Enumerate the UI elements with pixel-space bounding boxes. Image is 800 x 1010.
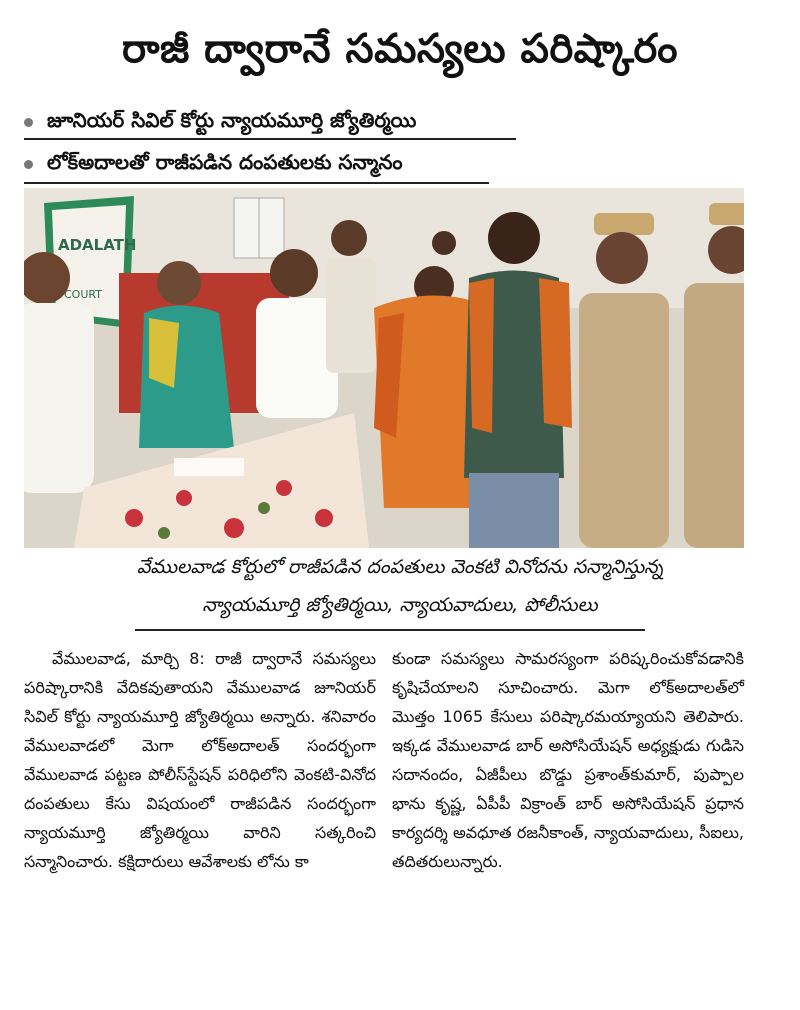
bullet-dot-icon [24,160,33,169]
next-headline-cut [0,988,800,1010]
bullet-text-1: జూనియర్ సివిల్ కోర్టు న్యాయమూర్తి జ్యోతిర్మయి [47,108,417,132]
news-photo [24,188,744,548]
article-column-right: కుండా సమస్యలు సామరస్యంగా పరిష్కరించుకోవడానికి కృషిచేయాలని సూచించారు. మెగా లోక్‌అదాలత్‌లో మొత్తం 1065 కేసులు పరిష్కారమయ్యాయని తెలిపారు. ఇక్కడ వేములవాడ బార్ అసోసియేషన్ అధ్యక్షుడు గుడిసె సదానందం, ఏజీపీలు బొడ్డు ప్రశాంత్‌కుమార్, పుప్పాల భాను కృష్ణ, ఏపీపీ విక్రాంత్ బార్ అసోసియేషన్ ప్రధాన కార్యదర్శి అవధూత రజనీకాంత్, న్యాయవాదులు, సీఐలు, తదితరులున్నారు. [392,649,744,871]
bullet-text-2: లోక్‌అదాలతో రాజీపడిన దంపతులకు సన్మానం [47,150,403,174]
photo-caption-line-2: న్యాయమూర్తి జ్యోతిర్మయి, న్యాయవాదులు, పోలీసులు [202,594,598,616]
caption-underline [135,629,645,631]
bullet-dot-icon [24,118,33,127]
banner-text: ADALATH [58,236,137,254]
bullet-underline-2 [24,182,489,184]
headline: రాజీ ద్వారానే సమస్యలు పరిష్కారం [121,26,679,72]
article-column-left: వేములవాడ, మార్చి 8: రాజీ ద్వారానే సమస్యలు పరిష్కారానికి వేదికవుతాయని వేములవాడ జూనియర్ సివిల్ కోర్టు న్యాయమూర్తి జ్యోతిర్మయి అన్నారు. శనివారం వేములవాడలో మెగా లోక్‌అదాలత్ సందర్భంగా వేములవాడ పట్టణ పోలీస్‌స్టేషన్ పరిధిలోని వెంకటి-వినోద దంపతులు కేసు విషయంలో రాజీపడిన సందర్భంగా న్యాయమూర్తి జ్యోతిర్మయి వారిని సత్కరించి సన్మానించారు. కక్షిదారులు ఆవేశాలకు లోను కా [24,649,376,871]
photo-caption-line-1: వేములవాడ కోర్టులో రాజీపడిన దంపతులు వెంకటి వినోదను సన్మానిస్తున్న [136,556,664,578]
bullet-underline-1 [24,138,516,140]
banner-sub-text: COURT [64,288,102,301]
top-cut-text [0,0,800,8]
photo-illustration [24,188,744,548]
bullet-item-1 [24,108,416,137]
bullet-item-2 [24,150,403,179]
